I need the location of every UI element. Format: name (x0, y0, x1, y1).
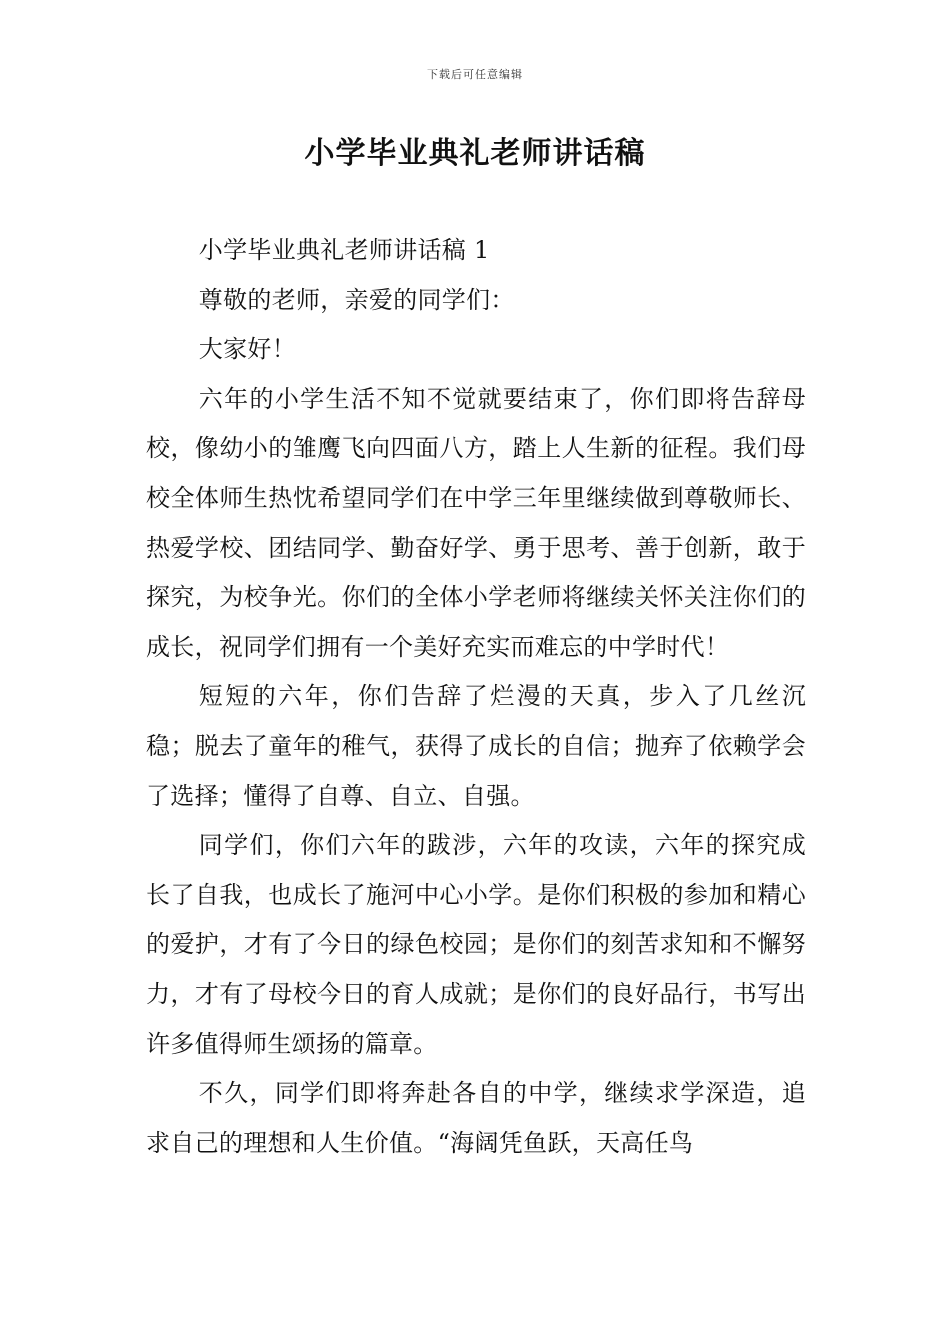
body-paragraph: 六年的小学生活不知不觉就要结束了，你们即将告辞母校，像幼小的雏鹰飞向四面八方，踏上人生新的征程。我们母校全体师生热忱希望同学们在中学三年里继续做到尊敬师长、热爱学校、团结同学、勤奋好学、勇于思考、善于创新，敢于探究，为校争光。你们的全体小学老师将继续关怀关注你们的成长，祝同学们拥有一个美好充实而难忘的中学时代！ (146, 384, 806, 661)
body-paragraph: 短短的六年，你们告辞了烂漫的天真，步入了几丝沉稳；脱去了童年的稚气，获得了成长的自信；抛弃了依赖学会了选择；懂得了自尊、自立、自强。 (146, 682, 806, 810)
body-paragraph: 不久，同学们即将奔赴各自的中学，继续求学深造，追求自己的理想和人生价值。“海阔凭鱼跃，天高任鸟 (146, 1079, 806, 1157)
greeting-paragraph: 大家好！ (198, 335, 296, 364)
subtitle-paragraph: 小学毕业典礼老师讲话稿 1 (198, 236, 490, 264)
body-paragraph: 同学们，你们六年的跋涉，六年的攻读，六年的探究成长了自我，也成长了施河中心小学。是你们积极的参加和精心的爱护，才有了今日的绿色校园；是你们的刻苦求知和不懈努力，才有了母校今日的育人成就；是你们的良好品行，书写出许多值得师生颂扬的篇章。 (146, 831, 806, 1058)
header-note: 下载后可任意编辑 (427, 68, 523, 81)
document-title: 小学毕业典礼老师讲话稿 (304, 136, 646, 171)
document-body (146, 226, 806, 1168)
salutation-paragraph: 尊敬的老师，亲爱的同学们： (198, 285, 515, 314)
